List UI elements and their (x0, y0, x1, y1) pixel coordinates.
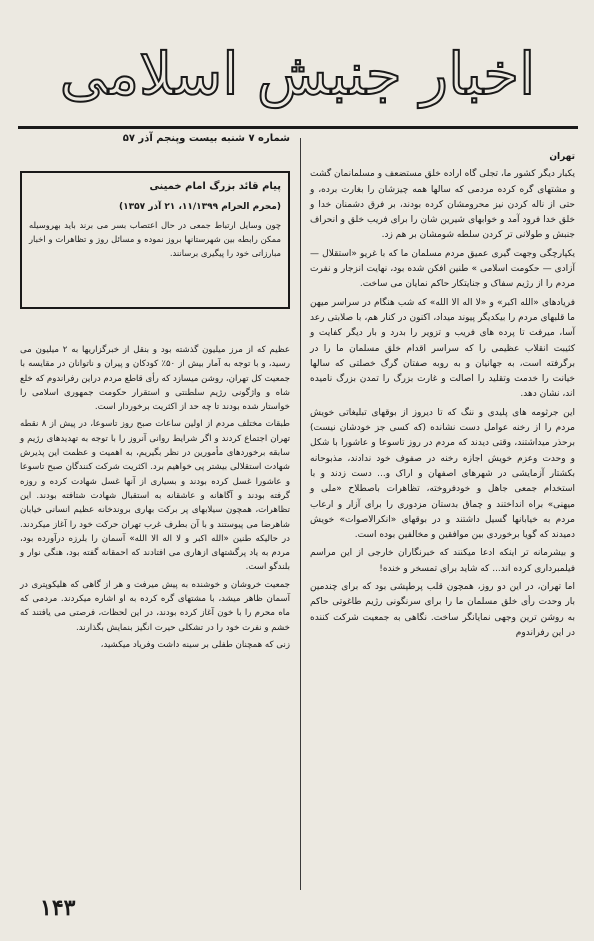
paragraph: و بیشرمانه تر اینکه ادعا میکنند که خبرنگاران خارجی از این مراسم فیلمبرداری کرده اند... که شاید برای تمسخر و خنده! (310, 548, 575, 574)
box-body: چون وسایل ارتباط جمعی در حال اعتصاب بسر می برند باید بهروسیله ممکن رابطه بین شهرستانها بروز نموده و مسائل روز و تظاهرات و اخبار مبارزاتی خود را پیگیری برسانند. (29, 220, 281, 259)
right-column (310, 150, 575, 644)
paragraph: جمعیت خروشان و خوشنده به پیش میرفت و هر از گاهی که هلیکوپتری در آسمان ظاهر میشد، با مشتهای گره کرده به او اشاره میکردند. مردمی که ماه محرم را با خون آغاز کرده بودند، در این لحظات، فرصتی می یافتند که خشم و نفرت خود را در تشکلی حیرت انگیز بنمایش بگذارند. (20, 579, 290, 633)
paragraph: عظیم که از مرز میلیون گذشته بود و بنقل از خبرگزاریها به ۲ میلیون می رسید، و با توجه به آمار بیش از ۵۰٪ کودکان و پیران و ناتوانان در مقایسه با جمعیت کل تهران، روشن میسازد که رأی قاطع مردم دراین رفراندوم که خلع شاه و واژگونی رژیم سلطنتی و استقرار حکومت جمهوری اسلامی را خواستار شده بودند تا چه حد از اکثریت برخوردار است. (20, 345, 290, 413)
paragraph: فریادهای «الله اکبر» و «لا اله الا الله» که شب هنگام در سراسر میهن ما قلبهای مردم را بیکدیگر پیوند میداد، اکنون در کنار هم، با صلابتی رعد آسا، میرفت تا پرده های فریب و تزویر را بدرد و بار دیگر کفایت و کثیبت انقلاب عظیمی را که سراسر اقدام خلق مسلمان ما را در برگرفته است، به جهانیان و به روبه صفتان گرگ خصلتی که سالها خیانت را خدمت وتقلید را اصالت و غارت بزرگ را تمدن بزرگ نامیده اند، نشان دهد. (310, 297, 575, 400)
boxed-message (20, 171, 290, 309)
left-column (20, 343, 290, 655)
box-title: پیام قائد بزرگ امام خمینی (149, 181, 281, 192)
paragraph: اما تهران، در این دو روز، همچون قلب پرطپشی بود که برای چندمین بار وحدت رأی خلق مسلمان ما را برای سرنگونی رژیم طاغوتی حاکم به روشن ترین وجهی نمایانگر ساخت. نگاهی به جمعیت شرکت کننده در این رفراندوم (310, 582, 575, 638)
paragraph: طبقات مختلف مردم از اولین ساعات صبح روز تاسوعا، در پیش از ۸ نقطه تهران اجتماع کردند و اگر شرایط روانی آنروز را با توجه به تهدیدهای رژیم و سابقه برخوردهای مأمورین در نظر بگیریم، به اهمیت و عظمت این پذیرش شهادت استقلالی بیشتر پی خواهیم برد. اکثریت شرکت کنندگان صبح تاسوعا و عاشورا غسل کرده بودند و بسیاری از آنها غسل شهادت کرده و روزه گرفته بودند و آگاهانه و عاشقانه به استقبال شهادت شتافته بودند. این تظاهرات، همچون سیلابهای پر برکت بهاری بروندخانه عظیم انسانی خیابان شاهرضا می پیوستند و با آن بطرف غرب تهران حرکت خود را آغاز میکردند. در حالیکه طنین «الله اکبر و لا اله الا الله» آسمان را بلرزه درآورده بود، مردم به یاد پرگشتهای ازهاری می افتادند که احمقانه گفته بود، هنگی نوار و بلندگو است. (20, 419, 290, 573)
page-number: ۱۴۳ (40, 895, 76, 921)
masthead-rule (18, 126, 578, 129)
issue-line: شماره ۷ شنبه بیست وپنجم آذر ۵۷ (122, 133, 290, 144)
paragraph: این جرثومه های پلیدی و ننگ که تا دیروز از بوقهای تبلیغاتی خویش مردم را از رخنه عوامل دست نشانده (که کسی جز خودشان نیست) برحذر میداشتند، وقتی دیدند که مردم در روز تاسوعا و عاشورا با شکل و وحدت وعزم خویش اجازه رخنه در صفوف خود ندادند، مذبوحانه بکشتار آزمایشی در شهرهای اصفهان و اراک و... دست زدند و با استخدام جمعی جاهل و خودفروخته، تظاهرات باصطلاح «ملی و میهنی» براه انداختند و چماق بدستان مزدوری را برای آزار و ارعاب مردم به خیابانها گسیل داشتند و در بوقهای «انکرالاصوات» خویش دمیدند که گویا برخوردی بین موافقین و مخالفین بوده است. (310, 407, 575, 541)
masthead-title: اخبار جنبش اسلامی (59, 40, 536, 108)
paragraph: زنی که همچنان طفلی بر سینه داشت وفریاد میکشید، (100, 639, 290, 650)
dateline: تهران (549, 152, 575, 162)
paragraph: یکبار دیگر کشور ما، تجلی گاه اراده خلق مستضعف و مسلمانمان گشت و مشتهای گره کرده مردمی که سالها همه چیزشان را بغارت برده، و حتی از ناله کردن نیز محرومشان کرده بودند، بر فرق دشمنان خدا و خلق خدا فرود آمد و خوابهای شیرین شان را برای فریب خلق و انحراف جنبش و طولانی تر کردن سلطه شومشان بر هم زد. (310, 169, 575, 241)
paragraph: یکپارچگی وجهت گیری عمیق مردم مسلمان ما که با غریو «استقلال — آزادی — حکومت اسلامی » طنین افکن شده بود، نهایت انزجار و نفرت مردم را از رژیم سفاک و جنایتکار حاکم نمایان می ساخت. (310, 248, 575, 290)
column-divider (300, 138, 301, 890)
masthead (20, 28, 575, 120)
box-date: (محرم الحرام ۱۱/۱۳۹۹، ۲۱ آذر ۱۳۵۷) (119, 202, 281, 212)
